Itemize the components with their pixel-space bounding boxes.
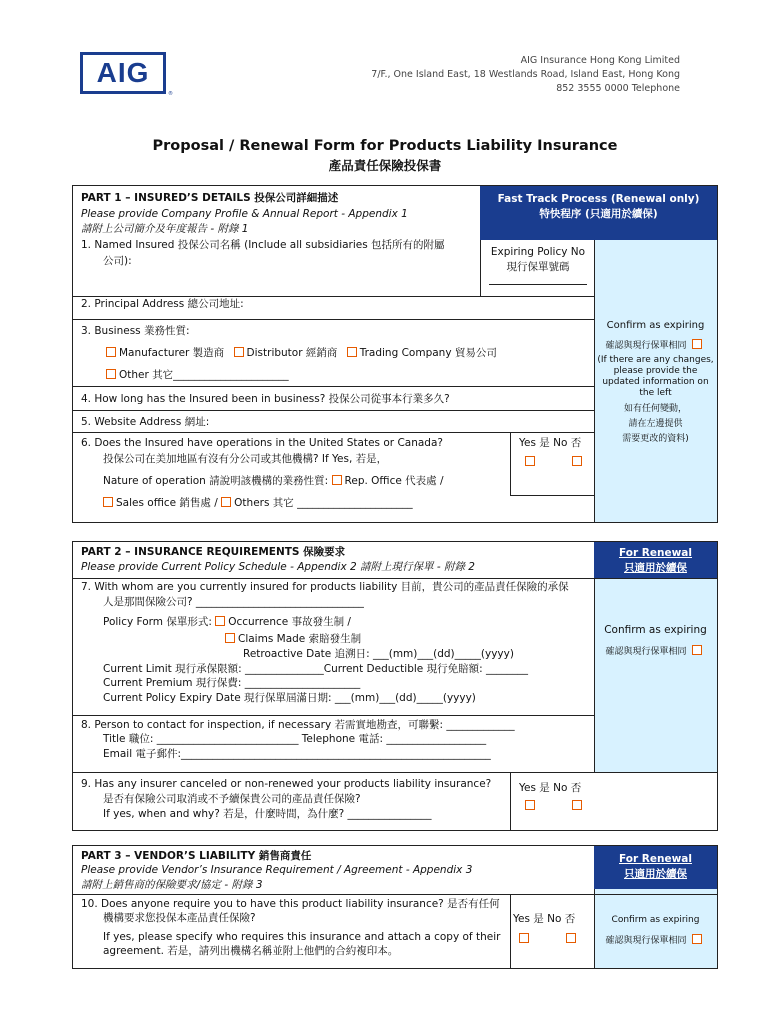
- q10-yes-no: Yes 是 No 否: [513, 913, 576, 925]
- q6-us-canada-zh: 投保公司在美加地區有沒有分公司或其他機構? If Yes, 若是，: [103, 453, 388, 465]
- confirm-expiring-label: Confirm as expiring: [606, 320, 705, 331]
- part2-confirm-label: Confirm as expiring: [604, 624, 707, 636]
- q9-no-checkbox[interactable]: [572, 800, 582, 810]
- part3-subheading: Please provide Vendor’s Insurance Requirement / Agreement - Appendix 3: [81, 864, 473, 876]
- form-title-zh: 產品責任保險投保書: [328, 158, 442, 173]
- address-line: 852 3555 0000 Telephone: [556, 83, 680, 94]
- changes-note: [594, 355, 717, 399]
- changes-note-line: the left: [639, 388, 672, 398]
- trademark: ®: [168, 91, 173, 97]
- q1-named-insured: 1. Named Insured 投保公司名稱 (Include all subsidiaries 包括所有的附屬: [81, 239, 445, 251]
- changes-note-zh-line: 請在左邊提供: [628, 419, 683, 429]
- q9-when-why: If yes, when and why? 若是，什麼時間，為什麼? ________________: [103, 808, 432, 820]
- part3-confirm-label: Confirm as expiring: [611, 915, 700, 925]
- part1-heading: PART 1 – INSURED’S DETAILS 投保公司詳細描述: [81, 192, 339, 204]
- nature-label: Nature of operation 請說明該機構的業務性質:: [103, 475, 329, 487]
- changes-note-zh-line: 需要更改的資料): [622, 434, 689, 444]
- retroactive-date: Retroactive Date 追溯日: ___(mm)___(dd)_____(yyyy): [243, 648, 514, 660]
- expiring-policy-label: Expiring Policy No: [490, 246, 586, 258]
- q6-yes-no: Yes 是 No 否: [519, 437, 582, 449]
- trading-checkbox[interactable]: [347, 347, 357, 357]
- part3-confirm-checkbox[interactable]: [692, 934, 702, 944]
- policy-expiry-date: Current Policy Expiry Date 現行保單屆滿日期: ___(mm)___(dd)_____(yyyy): [103, 692, 476, 704]
- divider: [510, 772, 511, 830]
- address-line: 7/F., One Island East, 18 Westlands Road, Island East, Hong Kong: [371, 69, 680, 80]
- other-checkbox[interactable]: [106, 369, 116, 379]
- part1-side-header: [480, 186, 717, 240]
- part2-heading: PART 2 – INSURANCE REQUIREMENTS 保險要求: [81, 546, 346, 558]
- q2-principal-address: 2. Principal Address 總公司地址:: [81, 298, 244, 310]
- rep-office-label: Rep. Office 代表處 /: [344, 475, 444, 487]
- for-renewal-title-zh: 只適用於續保: [624, 868, 687, 880]
- fast-track-title: Fast Track Process (Renewal only): [497, 193, 700, 205]
- distributor-checkbox[interactable]: [234, 347, 244, 357]
- part3-confirm-label-zh: 確認與現行保單相同: [605, 936, 687, 946]
- current-premium: Current Premium 現行保費: ______________________: [103, 677, 361, 689]
- part1-confirm-checkbox[interactable]: [692, 339, 702, 349]
- q1-named-insured-cont: 公司):: [103, 255, 132, 267]
- part1-subheading-zh: 請附上公司簡介及年度報告 - 附錄 1: [81, 223, 249, 235]
- q10-specify-zh: agreement. 若是，請列出機構名稱並附上他們的合約複印本。: [103, 945, 399, 957]
- divider: [510, 432, 511, 495]
- occurrence-label: Occurrence 事故發生制 /: [228, 616, 351, 628]
- fast-track-title-zh: 特快程序 (只適用於續保): [539, 208, 658, 220]
- q7-current-insurer: 7. With whom are you currently insured for products liability 目前，貴公司的產品責任保險的承保: [81, 581, 569, 593]
- q9-cancelled-zh: 是否有保險公司取消或不予續保貴公司的產品責任保險?: [103, 793, 361, 805]
- q9-cancelled: 9. Has any insurer canceled or non-renewed your products liability insurance?: [81, 778, 492, 790]
- q7-current-insurer-cont: 人是那間保險公司? ________________________________: [103, 596, 364, 608]
- occurrence-checkbox[interactable]: [215, 616, 225, 626]
- expiring-policy-input[interactable]: [489, 284, 587, 285]
- q8-contact-person: 8. Person to contact for inspection, if necessary 若需實地勘查，可聯繫: _____________: [81, 719, 515, 731]
- changes-note-line: updated information on: [602, 377, 709, 387]
- distributor-label: Distributor 經銷商: [246, 347, 338, 359]
- for-renewal-title: For Renewal: [619, 853, 692, 865]
- sales-office-checkbox[interactable]: [103, 497, 113, 507]
- q10-specify: If yes, please specify who requires this insurance and attach a copy of their: [103, 931, 501, 943]
- changes-note-line: please provide the: [613, 366, 698, 376]
- sales-office-label: Sales office 銷售處 /: [116, 497, 218, 509]
- claims-made-checkbox[interactable]: [225, 633, 235, 643]
- others-label: Others 其它 ______________________: [234, 497, 413, 509]
- q3-business: 3. Business 業務性質:: [81, 325, 190, 337]
- q10-required: 10. Does anyone require you to have this product liability insurance? 是否有任何: [81, 898, 500, 910]
- changes-note-zh-line: 如有任何變動，: [623, 404, 687, 414]
- contact-title-phone: Title 職位: ___________________________ Telephone 電話: ___________________: [103, 733, 487, 745]
- part2-confirm-checkbox[interactable]: [692, 645, 702, 655]
- manufacturer-checkbox[interactable]: [106, 347, 116, 357]
- part2-subheading: Please provide Current Policy Schedule - Appendix 2 請附上現行保單 - 附錄 2: [81, 561, 475, 573]
- manufacturer-label: Manufacturer 製造商: [119, 347, 225, 359]
- changes-note-line: (If there are any changes,: [597, 355, 714, 365]
- q6-yes-checkbox[interactable]: [525, 456, 535, 466]
- aig-logo: AIG: [80, 52, 166, 94]
- q10-no-checkbox[interactable]: [566, 933, 576, 943]
- q9-yes-checkbox[interactable]: [525, 800, 535, 810]
- confirm-expiring-label-zh: 確認與現行保單相同: [605, 341, 687, 351]
- part2-confirm-label-zh: 確認與現行保單相同: [605, 647, 687, 657]
- part2-side-header: [594, 542, 717, 578]
- q6-us-canada: 6. Does the Insured have operations in the United States or Canada?: [81, 437, 443, 449]
- expiring-policy-label-zh: 現行保單號碼: [506, 261, 570, 273]
- q4-years-in-business: 4. How long has the Insured been in business? 投保公司從事本行業多久?: [81, 393, 450, 405]
- other-label: Other 其它______________________: [119, 369, 289, 381]
- part3-heading: PART 3 – VENDOR’S LIABILITY 銷售商責任: [81, 850, 312, 862]
- address-line: AIG Insurance Hong Kong Limited: [520, 55, 680, 66]
- q9-yes-no: Yes 是 No 否: [519, 782, 582, 794]
- q10-yes-checkbox[interactable]: [519, 933, 529, 943]
- trading-label: Trading Company 貿易公司: [359, 347, 497, 359]
- others-checkbox[interactable]: [221, 497, 231, 507]
- form-title: Proposal / Renewal Form for Products Liability Insurance: [152, 138, 618, 154]
- part2-section: [72, 541, 718, 831]
- rep-office-checkbox[interactable]: [332, 475, 342, 485]
- contact-email: Email 電子郵件:___________________________________________________________: [103, 748, 491, 760]
- changes-note-zh: [594, 402, 717, 447]
- q5-website: 5. Website Address 網址:: [81, 416, 210, 428]
- q10-required-zh: 機構要求您投保本產品責任保險?: [103, 912, 256, 924]
- part1-section: [72, 185, 718, 523]
- for-renewal-title-zh: 只適用於續保: [624, 562, 687, 574]
- policy-form-label: Policy Form 保單形式:: [103, 616, 212, 628]
- for-renewal-title: For Renewal: [619, 547, 692, 559]
- expiring-policy-box: [480, 240, 594, 296]
- claims-made-label: Claims Made 索賠發生制: [238, 633, 362, 645]
- q6-no-checkbox[interactable]: [572, 456, 582, 466]
- part3-section: [72, 845, 718, 969]
- company-address: [371, 54, 680, 96]
- current-limit: Current Limit 現行承保限額: _______________Current Deductible 現行免賠額: ________: [103, 663, 528, 675]
- part1-subheading: Please provide Company Profile & Annual Report - Appendix 1: [81, 208, 408, 220]
- divider: [510, 894, 511, 968]
- part3-side-header: [594, 846, 717, 889]
- part3-subheading-zh: 請附上銷售商的保險要求/協定 - 附錄 3: [81, 879, 263, 891]
